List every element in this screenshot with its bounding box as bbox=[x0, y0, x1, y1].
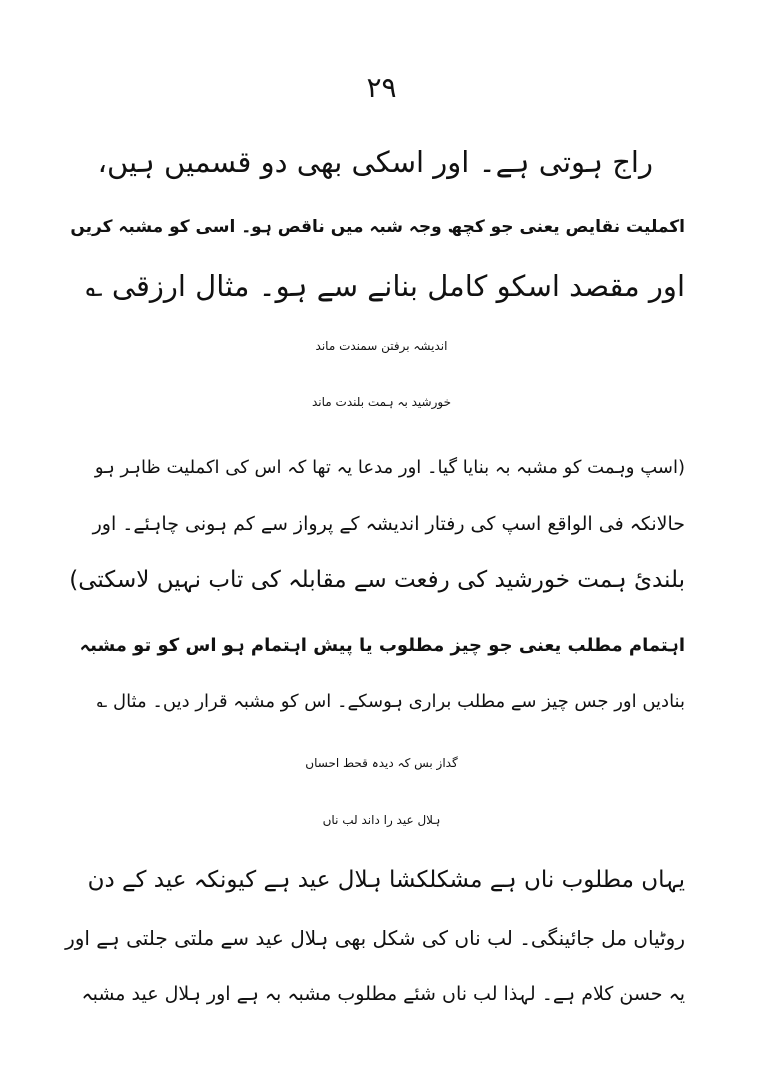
text-line-14: روٹیاں مل جائینگی۔ لب ناں کی شکل بھی ہلال عید سے ملتی جلتی ہے اور bbox=[65, 926, 685, 950]
text-line-15: یہ حسن کلام ہے۔ لہذا لب ناں شئے مطلوب مشبہ بہ ہے اور ہلال عید مشبہ bbox=[81, 983, 685, 1005]
verse-line-3: گداز بس کہ دیدہ قحط احساں bbox=[305, 756, 458, 770]
page-number: ۲۹ bbox=[366, 71, 397, 104]
text-line-8: بلندیٔ ہمت خورشید کی رفعت سے مقابلہ کی تاب نہیں لاسکتی) bbox=[69, 567, 685, 593]
text-line-1: راج ہوتی ہے۔ اور اسکی بھی دو قسمیں ہیں، bbox=[97, 145, 653, 179]
text-line-6: (اسپ وہمت کو مشبہ بہ بنایا گیا۔ اور مدعا یہ تھا کہ اس کی اکملیت ظاہر ہو bbox=[94, 457, 685, 478]
text-line-7: حالانکہ فی الواقع اسپ کی رفتار اندیشہ کے پرواز سے کم ہونی چاہئے۔ اور bbox=[92, 513, 685, 535]
text-line-9-heading-ihtimam: اہتمام مطلب یعنی جو چیز مطلوب یا پیش اہتمام ہو اس کو تو مشبہ bbox=[79, 635, 685, 656]
text-line-10: بنادیں اور جس چیز سے مطلب براری ہوسکے۔ اس کو مشبہ قرار دیں۔ مثال ؎ bbox=[96, 691, 685, 712]
verse-line-2: خورشید بہ ہمت بلندت ماند bbox=[311, 395, 452, 409]
text-line-2-heading-akmaliyat: اکملیت نقایص یعنی جو کچھ وجہ شبہ میں ناقص ہو۔ اسی کو مشبہ کریں bbox=[70, 217, 685, 237]
verse-line-1: اندیشہ برفتن سمندت ماند bbox=[315, 339, 448, 353]
text-line-13: یہاں مطلوب ناں ہے مشکلکشا ہلال عید ہے کیونکہ عید کے دن bbox=[87, 867, 685, 893]
text-line-3: اور مقصد اسکو کامل بنانے سے ہو۔ مثال ارزقی ؎ bbox=[85, 269, 685, 303]
verse-line-4: ہلال عید را داند لب ناں bbox=[322, 813, 441, 827]
